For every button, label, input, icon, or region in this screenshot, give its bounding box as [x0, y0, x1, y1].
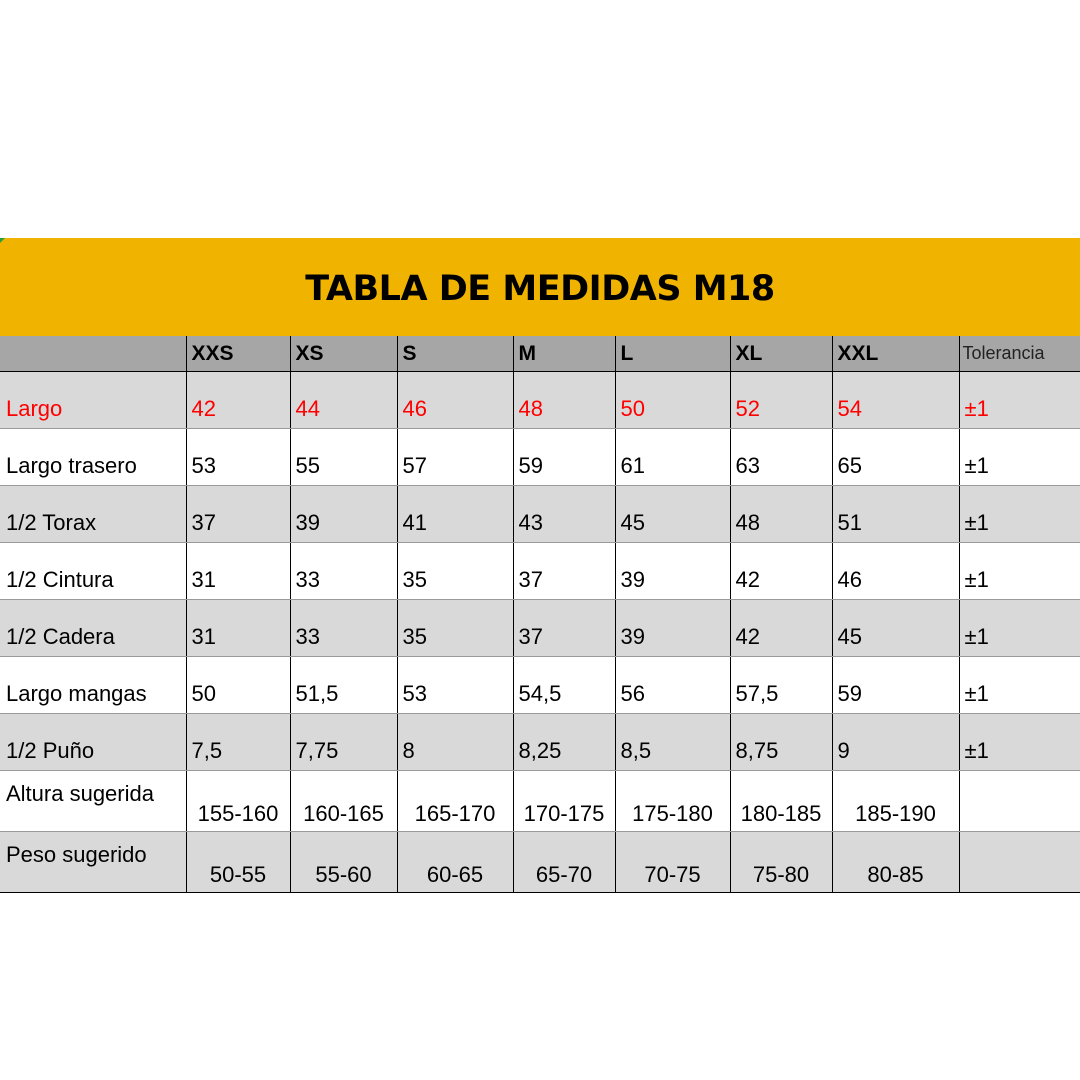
- value-cell: 57,5: [730, 657, 832, 714]
- value-cell: 50: [615, 372, 730, 429]
- title-banner: [0, 238, 1080, 336]
- range-cell: 75-80: [730, 832, 832, 893]
- range-cell: 70-75: [615, 832, 730, 893]
- range-cell: 160-165: [290, 771, 397, 832]
- size-table: [0, 336, 1080, 893]
- row-label: Largo: [0, 372, 186, 429]
- range-cell: 65-70: [513, 832, 615, 893]
- row-label: Altura sugerida: [0, 771, 186, 832]
- value-cell: 42: [730, 543, 832, 600]
- value-cell: 31: [186, 543, 290, 600]
- value-cell: 53: [186, 429, 290, 486]
- value-cell: 52: [730, 372, 832, 429]
- range-cell: 50-55: [186, 832, 290, 893]
- measure-row-puno: [0, 714, 1080, 771]
- value-cell: 48: [730, 486, 832, 543]
- chart-title: TABLA DE MEDIDAS M18: [305, 269, 775, 309]
- range-cell: 155-160: [186, 771, 290, 832]
- tolerance-cell: ±1: [959, 372, 1080, 429]
- row-label: Peso sugerido: [0, 832, 186, 893]
- measure-row-torax: [0, 486, 1080, 543]
- value-cell: 42: [186, 372, 290, 429]
- tolerance-cell: ±1: [959, 657, 1080, 714]
- value-cell: 8,5: [615, 714, 730, 771]
- tolerance-cell: ±1: [959, 543, 1080, 600]
- tolerance-cell: ±1: [959, 714, 1080, 771]
- row-label: Largo mangas: [0, 657, 186, 714]
- value-cell: 8,25: [513, 714, 615, 771]
- size-header-xxs: XXS: [186, 336, 290, 372]
- value-cell: 45: [615, 486, 730, 543]
- suggested-height-row: [0, 771, 1080, 832]
- suggested-weight-row: [0, 832, 1080, 893]
- value-cell: 33: [290, 543, 397, 600]
- measure-row-cadera: [0, 600, 1080, 657]
- measure-row-largo-mangas: [0, 657, 1080, 714]
- size-header-xxl: XXL: [832, 336, 959, 372]
- value-cell: 7,75: [290, 714, 397, 771]
- value-cell: 8,75: [730, 714, 832, 771]
- range-cell: 170-175: [513, 771, 615, 832]
- range-cell: 55-60: [290, 832, 397, 893]
- row-label: 1/2 Puño: [0, 714, 186, 771]
- value-cell: 61: [615, 429, 730, 486]
- value-cell: 39: [615, 600, 730, 657]
- size-header-xl: XL: [730, 336, 832, 372]
- value-cell: 45: [832, 600, 959, 657]
- range-cell: 185-190: [832, 771, 959, 832]
- range-cell: 180-185: [730, 771, 832, 832]
- value-cell: 8: [397, 714, 513, 771]
- empty-cell: [959, 832, 1080, 893]
- value-cell: 50: [186, 657, 290, 714]
- value-cell: 44: [290, 372, 397, 429]
- value-cell: 41: [397, 486, 513, 543]
- size-header-row: [0, 336, 1080, 372]
- value-cell: 46: [832, 543, 959, 600]
- value-cell: 48: [513, 372, 615, 429]
- value-cell: 39: [615, 543, 730, 600]
- tolerance-cell: ±1: [959, 600, 1080, 657]
- value-cell: 42: [730, 600, 832, 657]
- value-cell: 59: [513, 429, 615, 486]
- value-cell: 53: [397, 657, 513, 714]
- row-label: Largo trasero: [0, 429, 186, 486]
- size-header-s: S: [397, 336, 513, 372]
- range-cell: 175-180: [615, 771, 730, 832]
- measure-row-largo: [0, 372, 1080, 429]
- value-cell: 35: [397, 600, 513, 657]
- value-cell: 57: [397, 429, 513, 486]
- value-cell: 55: [290, 429, 397, 486]
- value-cell: 56: [615, 657, 730, 714]
- value-cell: 46: [397, 372, 513, 429]
- tolerance-cell: ±1: [959, 486, 1080, 543]
- value-cell: 31: [186, 600, 290, 657]
- value-cell: 63: [730, 429, 832, 486]
- row-label: 1/2 Cadera: [0, 600, 186, 657]
- value-cell: 54,5: [513, 657, 615, 714]
- value-cell: 43: [513, 486, 615, 543]
- size-header-l: L: [615, 336, 730, 372]
- value-cell: 9: [832, 714, 959, 771]
- value-cell: 37: [186, 486, 290, 543]
- measure-row-cintura: [0, 543, 1080, 600]
- tolerance-header: Tolerancia: [959, 336, 1080, 372]
- value-cell: 59: [832, 657, 959, 714]
- tolerance-cell: ±1: [959, 429, 1080, 486]
- value-cell: 35: [397, 543, 513, 600]
- size-header-m: M: [513, 336, 615, 372]
- row-label: 1/2 Torax: [0, 486, 186, 543]
- value-cell: 39: [290, 486, 397, 543]
- range-cell: 165-170: [397, 771, 513, 832]
- value-cell: 37: [513, 600, 615, 657]
- empty-cell: [959, 771, 1080, 832]
- range-cell: 60-65: [397, 832, 513, 893]
- size-chart-sheet: [0, 238, 1080, 893]
- header-blank-cell: [0, 336, 186, 372]
- value-cell: 7,5: [186, 714, 290, 771]
- row-label: 1/2 Cintura: [0, 543, 186, 600]
- size-header-xs: XS: [290, 336, 397, 372]
- measure-row-largo-trasero: [0, 429, 1080, 486]
- value-cell: 54: [832, 372, 959, 429]
- cell-selection-marker: [0, 238, 5, 243]
- range-cell: 80-85: [832, 832, 959, 893]
- value-cell: 33: [290, 600, 397, 657]
- value-cell: 51: [832, 486, 959, 543]
- value-cell: 65: [832, 429, 959, 486]
- value-cell: 37: [513, 543, 615, 600]
- value-cell: 51,5: [290, 657, 397, 714]
